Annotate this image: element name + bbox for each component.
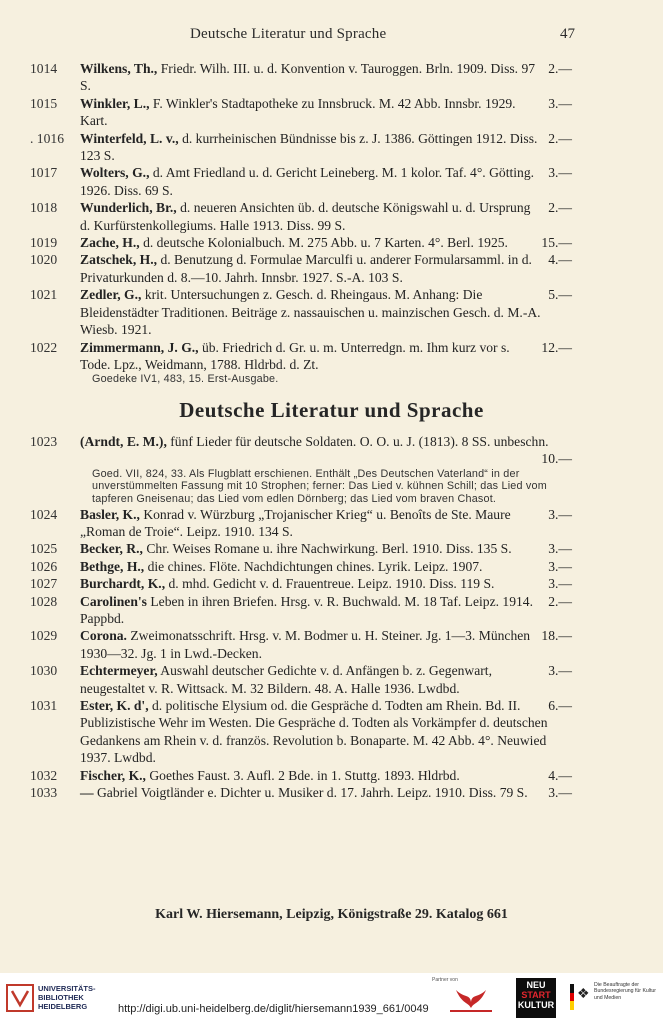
catalog-footer: Karl W. Hiersemann, Leipzig, Königstraße 29. Katalog 661 bbox=[155, 907, 508, 922]
catalog-entry bbox=[30, 433, 572, 468]
entry-author: Corona. bbox=[80, 628, 127, 644]
catalog-entry bbox=[30, 558, 572, 575]
library-name-line: HEIDELBERG bbox=[38, 1002, 88, 1011]
entry-number: 1019 bbox=[30, 235, 58, 251]
catalog-entry bbox=[30, 662, 572, 697]
catalog-entry bbox=[30, 339, 572, 374]
entry-number: 1031 bbox=[30, 697, 58, 713]
entry-number: 1026 bbox=[30, 558, 58, 574]
federal-eagle-icon: ❖ bbox=[577, 987, 590, 1002]
entry-author: Zache, H., bbox=[80, 235, 140, 251]
entry-price: 2.— bbox=[548, 61, 572, 76]
entry-price: 12.— bbox=[541, 339, 572, 355]
catalog-entry bbox=[30, 540, 572, 557]
entry-text: Leben in ihren Briefen. Hrsg. v. R. Buchwald. M. 18 Taf. Leipz. 1914. Pappbd. bbox=[80, 593, 533, 626]
entry-text: Goethes Faust. 3. Aufl. 2 Bde. in 1. Stuttg. 1893. Hldrbd. bbox=[145, 767, 460, 783]
entry-text: d. kurrheinischen Bündnisse bis z. J. 1386. Göttingen 1912. Diss. 123 S. bbox=[80, 130, 538, 164]
entry-price: 3.— bbox=[548, 95, 572, 111]
entry-author: (Arndt, E. M.), bbox=[80, 433, 167, 449]
catalog-entry bbox=[30, 593, 572, 628]
entry-text: Chr. Weises Romane u. ihre Nachwirkung. Berl. 1910. Diss. 135 S. bbox=[142, 541, 512, 557]
catalog-entry bbox=[30, 130, 572, 165]
entry-text: Zweimonatsschrift. Hrsg. v. M. Bodmer u. H. Steiner. Jg. 1—3. München 1930—32. Jg. 1 in Lwd.-Decken. bbox=[80, 628, 531, 661]
entry-price: 3.— bbox=[548, 558, 572, 574]
entry-author: Winterfeld, L. v., bbox=[80, 130, 179, 146]
entry-text: krit. Untersuchungen z. Gesch. d. Rheingaus. M. Anhang: Die Bleidenstädter Traditionen. Beiträge z. nassauischen u. mainzischen Gesch. d. M.-A. Wiesb. 1921. bbox=[80, 287, 541, 338]
entry-text: Auswahl deutscher Gedichte v. d. Anfängen b. z. Gegenwart, neugestaltet v. R. Wittsack. M. 32 Bildern. 48. A. Halle 1936. Lwdbd. bbox=[80, 663, 492, 696]
entry-author: Wolters, G., bbox=[80, 165, 150, 181]
catalog-entry bbox=[30, 697, 572, 767]
page-number: 47 bbox=[560, 26, 575, 42]
catalog-entry bbox=[30, 506, 572, 541]
entry-author: Ester, K. d', bbox=[80, 697, 149, 713]
entry-author: Becker, R., bbox=[80, 541, 143, 557]
entry-number: 1021 bbox=[30, 287, 58, 303]
entry-number: 1017 bbox=[30, 165, 58, 181]
entry-text: d. Amt Friedland u. d. Gericht Leineberg. M. 1 kolor. Taf. 4°. Götting. 1926. Diss. 69 S. bbox=[80, 165, 535, 198]
catalog-entry bbox=[30, 199, 572, 234]
catalog-entries bbox=[0, 60, 663, 801]
entry-number: 1015 bbox=[30, 95, 58, 111]
section-heading: Deutsche Literatur und Sprache bbox=[179, 397, 484, 422]
page-header bbox=[0, 26, 663, 48]
entry-author: Zimmermann, J. G., bbox=[80, 339, 199, 355]
entry-price: 10.— bbox=[541, 451, 572, 467]
entry-price: 3.— bbox=[548, 785, 572, 800]
entry-text: üb. Friedrich d. Gr. u. m. Unterredgn. m. Ihm kurz vor s. Tode. Lpz., Weidmann, 1788. Hldrbd. d. Zt. bbox=[80, 339, 510, 372]
catalog-entry bbox=[30, 251, 572, 286]
partner-logo-icon bbox=[446, 984, 496, 1014]
entry-text: fünf Lieder für deutsche Soldaten. O. O. u. J. (1813). 8 SS. unbeschn. bbox=[166, 433, 549, 449]
permalink-url[interactable]: http://digi.ub.uni-heidelberg.de/diglit/hiersemann1939_661/0049 bbox=[118, 1003, 429, 1015]
library-name-line: UNIVERSITÄTS- bbox=[38, 984, 96, 993]
entry-text: d. neueren Ansichten üb. d. deutsche Königswahl u. d. Ursprung d. Kurfürstenkollegiums. Halle 1913. Diss. 99 S. bbox=[80, 200, 531, 233]
neustart-line: NEU bbox=[526, 980, 546, 990]
entry-author: Bethge, H., bbox=[80, 558, 145, 574]
entry-number: . 1016 bbox=[30, 130, 64, 146]
entry-text: d. deutsche Kolonialbuch. M. 275 Abb. u. 7 Karten. 4°. Berl. 1925. bbox=[139, 235, 508, 251]
catalog-entry bbox=[30, 60, 572, 95]
university-library-logo-icon bbox=[6, 983, 34, 1013]
entry-price: 4.— bbox=[548, 767, 572, 783]
german-flag-icon bbox=[570, 984, 574, 1010]
entry-price: 15.— bbox=[541, 235, 572, 251]
catalog-entry bbox=[30, 627, 572, 662]
library-name-line: BIBLIOTHEK bbox=[38, 993, 84, 1002]
entry-author: Zatschek, H., bbox=[80, 252, 158, 268]
entry-number: 1025 bbox=[30, 541, 58, 557]
entry-author: Burchardt, K., bbox=[80, 576, 166, 592]
entry-price: 18.— bbox=[541, 628, 572, 644]
entry-author: Fischer, K., bbox=[80, 767, 146, 783]
entry-note: Goed. VII, 824, 33. Als Flugblatt erschienen. Enthält „Des Deutschen Vaterland“ in der unverstümmelten Fassung mit 10 Strophen; ferner: Das Lied v. kühnen Schill; das Lied vom tapferen Gneisenau; das Lied vom edlen Dörnberg; das Lied vom braven Chasot. bbox=[92, 467, 547, 505]
entry-number: 1014 bbox=[30, 61, 58, 76]
entry-price: 5.— bbox=[548, 287, 572, 303]
entry-author: Winkler, L., bbox=[80, 95, 150, 111]
neustart-line: START bbox=[521, 990, 551, 1000]
catalog-entry bbox=[30, 286, 572, 338]
entry-text: Friedr. Wilh. III. u. d. Konvention v. Tauroggen. Brln. 1909. Diss. 97 S. bbox=[80, 61, 536, 94]
entry-price: 3.— bbox=[548, 165, 572, 181]
entry-number: 1028 bbox=[30, 593, 58, 609]
catalog-entry bbox=[30, 95, 572, 130]
entry-author: Wunderlich, Br., bbox=[80, 200, 177, 216]
entry-number: 1027 bbox=[30, 576, 58, 592]
entry-author: Echtermeyer, bbox=[80, 663, 158, 679]
entry-note: Goedeke IV1, 483, 15. Erst-Ausgabe. bbox=[92, 373, 279, 386]
entry-author: Zedler, G., bbox=[80, 287, 142, 303]
entry-author: Basler, K., bbox=[80, 506, 140, 522]
entry-text: d. Benutzung d. Formulae Marculfi u. anderer Formularsamml. in d. Privaturkunden d. 8.—10. Jahrh. Innsbr. 1927. S.-A. 103 S. bbox=[80, 252, 532, 285]
entry-number: 1024 bbox=[30, 506, 58, 522]
entry-number: 1022 bbox=[30, 339, 58, 355]
entry-price: 3.— bbox=[548, 506, 572, 522]
catalog-entry bbox=[30, 767, 572, 784]
neustart-line: KULTUR bbox=[517, 1000, 555, 1010]
catalog-entry bbox=[30, 164, 572, 199]
entry-text: F. Winkler's Stadtapotheke zu Innsbruck. M. 42 Abb. Innsbr. 1929. Kart. bbox=[80, 95, 516, 129]
entry-price: 6.— bbox=[548, 697, 572, 713]
entry-number: 1018 bbox=[30, 200, 58, 216]
entry-text: Konrad v. Würzburg „Trojanischer Krieg“ u. Benoîts de Ste. Maure „Roman de Troie“. Leipz. 1910. 134 S. bbox=[80, 506, 511, 539]
entry-price: 2.— bbox=[548, 593, 572, 609]
entry-text: Gabriel Voigtländer e. Dichter u. Musiker d. 17. Jahrh. Leipz. 1910. Diss. 79 S. bbox=[93, 785, 528, 800]
entry-author: Carolinen's bbox=[80, 593, 147, 609]
catalog-entry bbox=[30, 784, 572, 801]
entry-text: die chines. Flöte. Nachdichtungen chines. Lyrik. Leipz. 1907. bbox=[144, 558, 483, 574]
neustart-kultur-logo bbox=[516, 978, 556, 1018]
entry-number: 1020 bbox=[30, 252, 58, 268]
entry-text: d. politische Elysium od. die Gespräche d. Todten am Rhein. Bd. II. Publizistische Wehr im Westen. Die Gespräche d. Todten als Vorkämpfer d. deutschen Gedankens am Rhein v. d. französ. Revolution b. Bonaparte. M. 42 Abb. 4°. Neuwied 1937. Lwdbd. bbox=[80, 697, 548, 766]
entry-number: 1033 bbox=[30, 785, 58, 800]
entry-author: Wilkens, Th., bbox=[80, 61, 158, 76]
catalog-entry bbox=[30, 234, 572, 251]
running-title: Deutsche Literatur und Sprache bbox=[190, 26, 387, 42]
entry-number: 1029 bbox=[30, 628, 58, 644]
university-library-name bbox=[38, 984, 96, 1011]
entry-number: 1023 bbox=[30, 433, 58, 449]
entry-author: — bbox=[80, 785, 94, 800]
entry-number: 1032 bbox=[30, 767, 58, 783]
federal-government-logo bbox=[566, 978, 660, 1018]
entry-price: 3.— bbox=[548, 663, 572, 679]
federal-commissioner-text: Die Beauftragte der Bundesregierung für Kultur und Medien bbox=[594, 982, 656, 1001]
entry-text: d. mhd. Gedicht v. d. Frauentreue. Leipz. 1910. Diss. 119 S. bbox=[165, 576, 495, 592]
entry-price: 3.— bbox=[548, 576, 572, 592]
entry-price: 2.— bbox=[548, 130, 572, 146]
catalog-entry bbox=[30, 575, 572, 592]
entry-price: 4.— bbox=[548, 252, 572, 268]
entry-price: 3.— bbox=[548, 541, 572, 557]
entry-price: 2.— bbox=[548, 200, 572, 216]
entry-number: 1030 bbox=[30, 663, 58, 679]
partner-label: Partner von bbox=[432, 977, 458, 983]
